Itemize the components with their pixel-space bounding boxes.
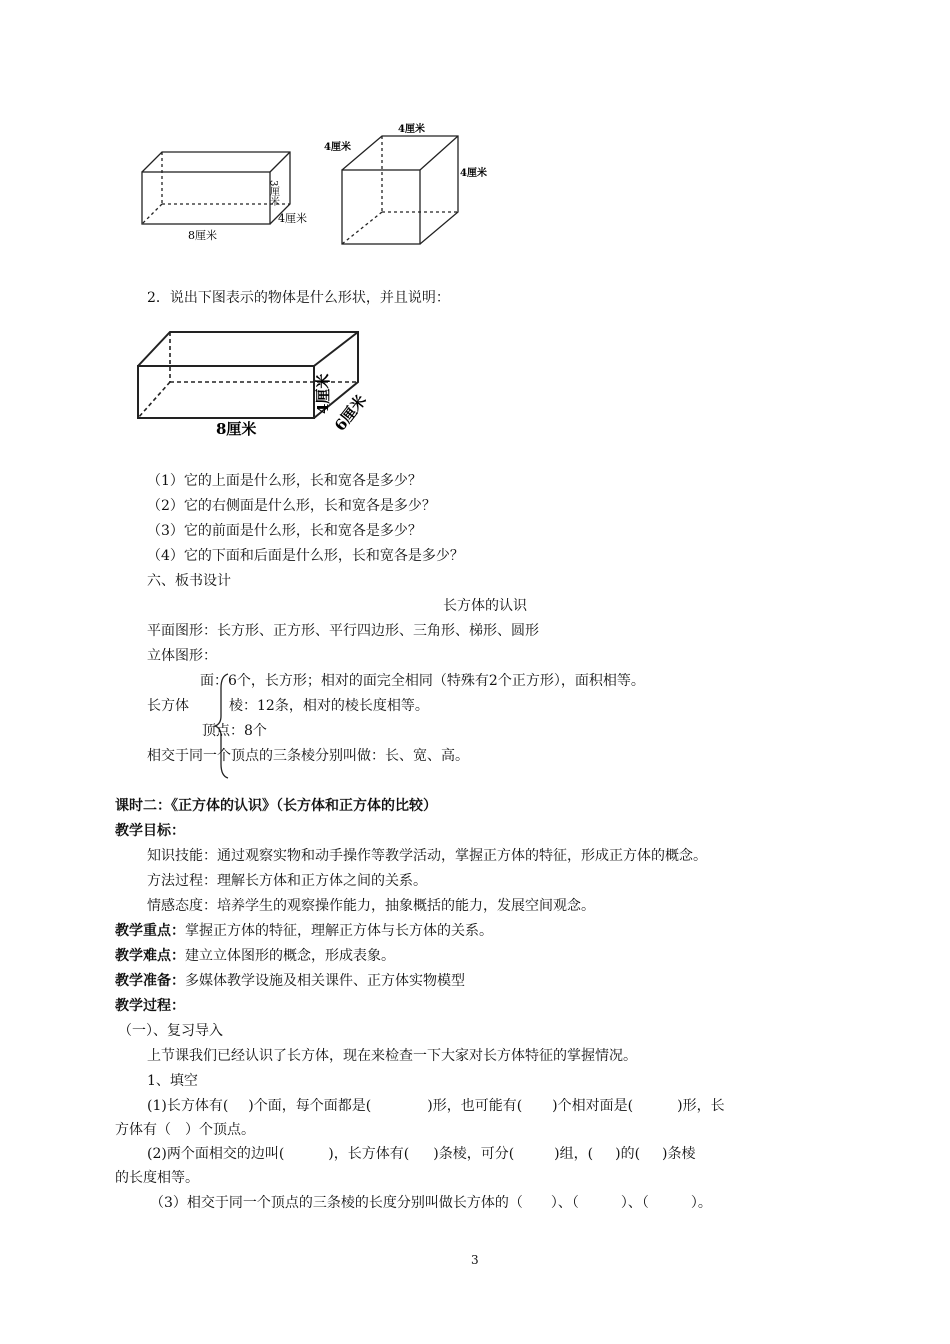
box1-height-label: 3厘米: [267, 180, 279, 207]
goal-emotion: 情感态度：培养学生的观察操作能力，抽象概括的能力，发展空间观念。: [147, 898, 595, 914]
page-number: 3: [471, 1253, 479, 1267]
preparation-line: [115, 970, 465, 990]
board-heading: 六、板书设计: [147, 573, 231, 589]
board-edge: 棱：12条，相对的棱长度相等。: [229, 698, 429, 714]
review-intro: 上节课我们已经认识了长方体，现在来检查一下大家对长方体特征的掌握情况。: [147, 1048, 637, 1064]
question-2: （2）它的右侧面是什么形，长和宽各是多少？: [147, 498, 436, 514]
box2-depth-label: 6厘米: [330, 391, 371, 435]
goals-label: 教学目标：: [115, 823, 185, 839]
cube-right-label: 4厘米: [460, 168, 487, 179]
difficulty-text: 建立立体图形的概念，形成表象。: [185, 948, 395, 964]
cuboid-figure-large: [130, 322, 380, 440]
question-4: （4）它的下面和后面是什么形，长和宽各是多少？: [147, 548, 464, 564]
cube-left-label: 4厘米: [324, 142, 351, 153]
question-3: （3）它的前面是什么形，长和宽各是多少？: [147, 523, 422, 539]
review-heading: （一）、复习导入: [118, 1023, 223, 1039]
curly-brace: [212, 672, 232, 780]
board-solid-shapes: 立体图形：: [147, 648, 217, 664]
box2-length-label: 8厘米: [216, 420, 257, 438]
fill-2-part-a: (2)两个面相交的边叫(: [147, 1146, 285, 1162]
cube-top-label: 4厘米: [398, 124, 425, 135]
fill-question-2: [147, 1143, 696, 1163]
board-title: 长方体的认识: [443, 598, 527, 614]
board-face: 面：6个，长方形；相对的面完全相同（特殊有2个正方形），面积相等。: [200, 673, 645, 689]
box1-depth-label: 4厘米: [278, 212, 307, 225]
board-plane-shapes: 平面图形：长方形、正方形、平行四边形、三角形、梯形、圆形: [147, 623, 539, 639]
board-cuboid-label: 长方体: [147, 698, 189, 714]
question-1: （1）它的上面是什么形，长和宽各是多少？: [147, 473, 422, 489]
fill-1-part-c: )形，也可能有(: [427, 1098, 523, 1114]
fill-1-part-d: )个相对面是(: [552, 1098, 634, 1114]
fill-2-part-d: )组，(: [554, 1146, 594, 1162]
key-point-text: 掌握正方体的特征，理解正方体与长方体的关系。: [185, 923, 493, 939]
board-vertex: 顶点：8个: [202, 723, 267, 739]
fill-1-part-a: (1)长方体有(: [147, 1098, 229, 1114]
fill-2-part-e: )的(: [615, 1146, 641, 1162]
cube-figure: [318, 118, 498, 253]
difficulty-line: [115, 945, 395, 965]
preparation-text: 多媒体教学设施及相关课件、正方体实物模型: [185, 973, 465, 989]
fill-question-2-cont: 的长度相等。: [115, 1170, 199, 1186]
board-meet: 相交于同一个顶点的三条棱分别叫做：长、宽、高。: [147, 748, 469, 764]
fill-1-part-b: )个面，每个面都是(: [248, 1098, 372, 1114]
fill-question-3: （3）相交于同一个顶点的三条棱的长度分别叫做长方体的（ ）、（ ）、（ ）。: [150, 1195, 712, 1211]
fill-2-part-b: )，长方体有(: [328, 1146, 410, 1162]
difficulty-label: 教学难点：: [115, 948, 185, 964]
lesson2-title: 课时二：《正方体的认识》（长方体和正方体的比较）: [115, 798, 437, 814]
fill-1-part-e: )形，长: [677, 1098, 725, 1114]
fill-question-1: [147, 1095, 725, 1115]
fill-question-1-cont: 方体有（ ）个顶点。: [115, 1122, 255, 1138]
goal-knowledge: 知识技能：通过观察实物和动手操作等教学活动，掌握正方体的特征，形成正方体的概念。: [147, 848, 707, 864]
fill-2-part-f: )条棱: [662, 1146, 696, 1162]
cuboid-figure-small: [130, 140, 320, 245]
box1-length-label: 8厘米: [188, 229, 217, 242]
q2-title: 2．说出下图表示的物体是什么形状，并且说明：: [147, 290, 450, 306]
key-point-label: 教学重点：: [115, 923, 185, 939]
key-point-line: [115, 920, 493, 940]
process-label: 教学过程：: [115, 998, 185, 1014]
fill-heading: 1、填空: [147, 1073, 198, 1089]
fill-2-part-c: )条棱，可分(: [433, 1146, 515, 1162]
box2-height-label: 4厘米: [314, 373, 332, 414]
goal-method: 方法过程：理解长方体和正方体之间的关系。: [147, 873, 427, 889]
preparation-label: 教学准备：: [115, 973, 185, 989]
